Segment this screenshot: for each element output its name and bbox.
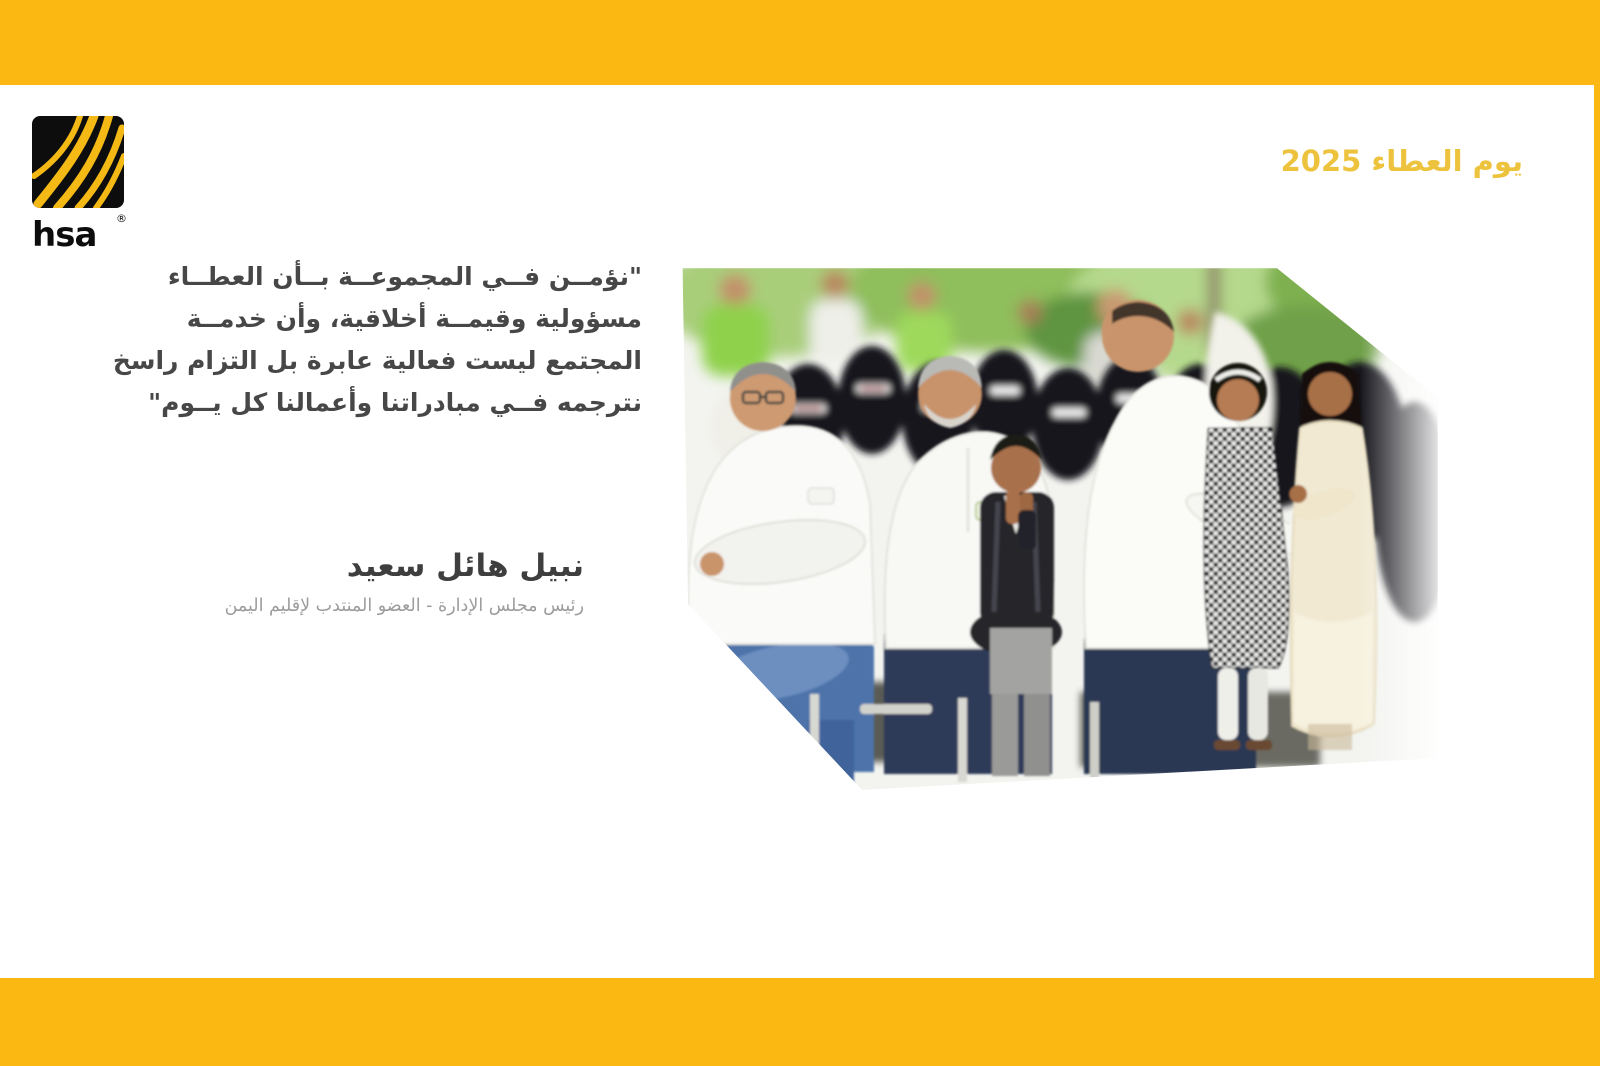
logo-registered-mark: ® (116, 212, 127, 225)
quote-block (112, 256, 642, 424)
top-yellow-band (0, 0, 1600, 85)
speaker-block (225, 548, 584, 616)
event-photo-illustration (660, 252, 1440, 792)
bottom-yellow-band (0, 978, 1600, 1066)
speaker-title: رئيس مجلس الإدارة - العضو المنتدب لإقليم اليمن (224, 596, 584, 616)
speaker-name: نبيل هائل سعيد (346, 548, 584, 584)
quote-line: "نؤمــن فــي المجموعــة بــأن العطــاء (167, 262, 642, 291)
quote-line: المجتمع ليست فعالية عابرة بل التزام راسخ (112, 346, 642, 375)
event-photo (660, 252, 1440, 792)
hsa-logo-icon (30, 114, 130, 254)
right-yellow-strip (1594, 85, 1600, 978)
logo-wordmark: hsa (32, 215, 97, 254)
quote-line: مسؤولية وقيمــة أخلاقية، وأن خدمــة (186, 304, 642, 333)
quote-line: نترجمه فــي مبادراتنا وأعمالنا كل يــوم" (148, 388, 642, 417)
event-title: يوم العطاء 2025 (1280, 144, 1523, 178)
